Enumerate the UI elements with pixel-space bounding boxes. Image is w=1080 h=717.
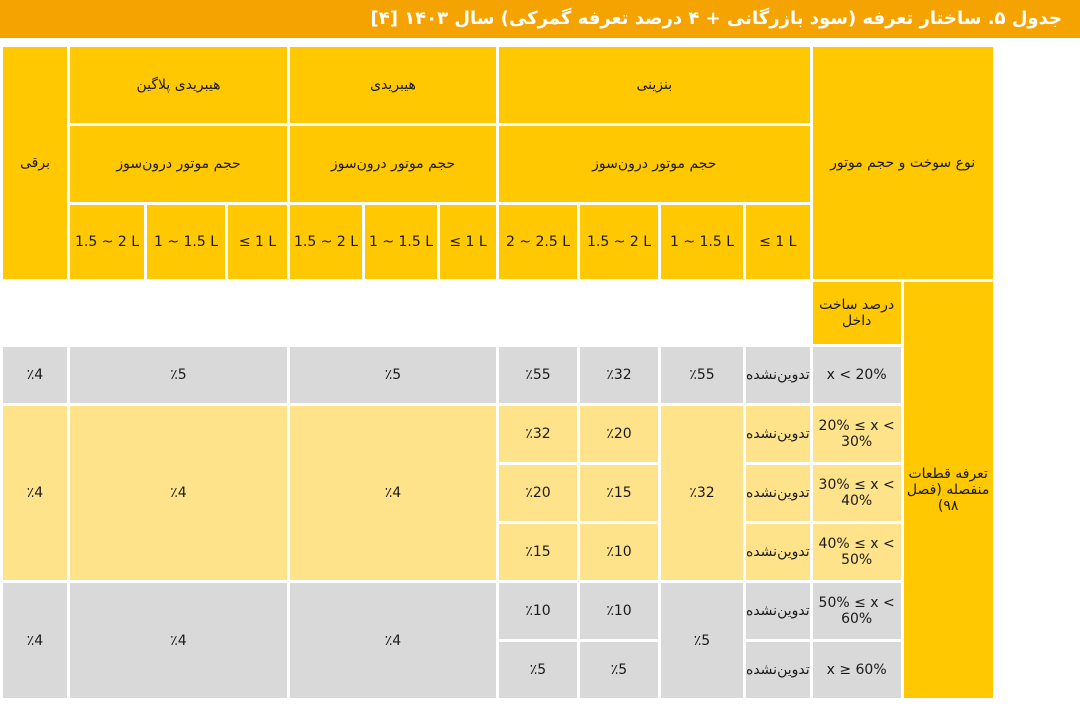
- hybrid-size-1: 1.5 ~ 2 L: [290, 205, 362, 279]
- hybrid-engine-volume: حجم موتور درون‌سوز: [290, 126, 496, 202]
- gasoline-engine-volume: حجم موتور درون‌سوز: [499, 126, 810, 202]
- local-content-condition: x ≥ 60%: [813, 642, 901, 698]
- gasoline-le1-value: تدوین‌نشده: [746, 642, 810, 698]
- gasoline-1.5-2-value: ٪15: [580, 465, 658, 521]
- gasoline-size-4: ≤ 1 L: [746, 205, 810, 279]
- plugin-size-2: 1 ~ 1.5 L: [147, 205, 225, 279]
- hybrid-size-3: ≤ 1 L: [440, 205, 496, 279]
- plugin-engine-volume: حجم موتور درون‌سوز: [70, 126, 287, 202]
- plugin-size-3: ≤ 1 L: [228, 205, 287, 279]
- table-title: جدول ۵. ساختار تعرفه (سود بازرگانی + ۴ درصد تعرفه گمرکی) سال ۱۴۰۳ [۴]: [0, 0, 1080, 38]
- gasoline-1-1.5-value: ٪32: [661, 406, 743, 580]
- hybrid-value: ٪5: [290, 347, 496, 403]
- gasoline-header: بنزینی: [499, 47, 810, 123]
- electric-value: ٪4: [3, 347, 67, 403]
- gasoline-le1-value: تدوین‌نشده: [746, 406, 810, 462]
- hybrid-value: ٪4: [290, 583, 496, 698]
- plugin-value: ٪4: [70, 406, 287, 580]
- gasoline-2-2.5-value: ٪15: [499, 524, 577, 580]
- gasoline-le1-value: تدوین‌نشده: [746, 347, 810, 403]
- gasoline-1-1.5-value: ٪5: [661, 583, 743, 698]
- fuel-volume-header: نوع سوخت و حجم موتور: [813, 47, 993, 279]
- gasoline-1.5-2-value: ٪10: [580, 524, 658, 580]
- electric-header: برقی: [3, 47, 67, 279]
- gasoline-size-1: 2 ~ 2.5 L: [499, 205, 577, 279]
- hybrid-value: ٪4: [290, 406, 496, 580]
- tariff-table: [0, 44, 996, 701]
- parts-tariff-label: تعرفه قطعات منفصله (فصل ۹۸): [904, 282, 993, 698]
- gasoline-1.5-2-value: ٪5: [580, 642, 658, 698]
- hybrid-header: هیبریدی: [290, 47, 496, 123]
- gasoline-2-2.5-value: ٪5: [499, 642, 577, 698]
- local-content-condition: 30% ≤ x < 40%: [813, 465, 901, 521]
- gasoline-le1-value: تدوین‌نشده: [746, 465, 810, 521]
- gasoline-size-3: 1 ~ 1.5 L: [661, 205, 743, 279]
- gasoline-1.5-2-value: ٪32: [580, 347, 658, 403]
- plugin-hybrid-header: هیبریدی پلاگین: [70, 47, 287, 123]
- hybrid-size-2: 1 ~ 1.5 L: [365, 205, 437, 279]
- gasoline-2-2.5-value: ٪32: [499, 406, 577, 462]
- electric-value: ٪4: [3, 583, 67, 698]
- electric-value: ٪4: [3, 406, 67, 580]
- gasoline-1-1.5-value: ٪55: [661, 347, 743, 403]
- plugin-value: ٪4: [70, 583, 287, 698]
- gasoline-2-2.5-value: ٪10: [499, 583, 577, 639]
- gasoline-2-2.5-value: ٪55: [499, 347, 577, 403]
- gasoline-1.5-2-value: ٪20: [580, 406, 658, 462]
- plugin-size-1: 1.5 ~ 2 L: [70, 205, 144, 279]
- local-content-condition: 50% ≤ x < 60%: [813, 583, 901, 639]
- plugin-value: ٪5: [70, 347, 287, 403]
- local-content-condition: 40% ≤ x < 50%: [813, 524, 901, 580]
- blank-area: [3, 282, 810, 344]
- local-content-condition: x < 20%: [813, 347, 901, 403]
- gasoline-le1-value: تدوین‌نشده: [746, 524, 810, 580]
- local-content-label: درصد ساخت داخل: [813, 282, 901, 344]
- gasoline-le1-value: تدوین‌نشده: [746, 583, 810, 639]
- gasoline-1.5-2-value: ٪10: [580, 583, 658, 639]
- gasoline-2-2.5-value: ٪20: [499, 465, 577, 521]
- local-content-condition: 20% ≤ x < 30%: [813, 406, 901, 462]
- gasoline-size-2: 1.5 ~ 2 L: [580, 205, 658, 279]
